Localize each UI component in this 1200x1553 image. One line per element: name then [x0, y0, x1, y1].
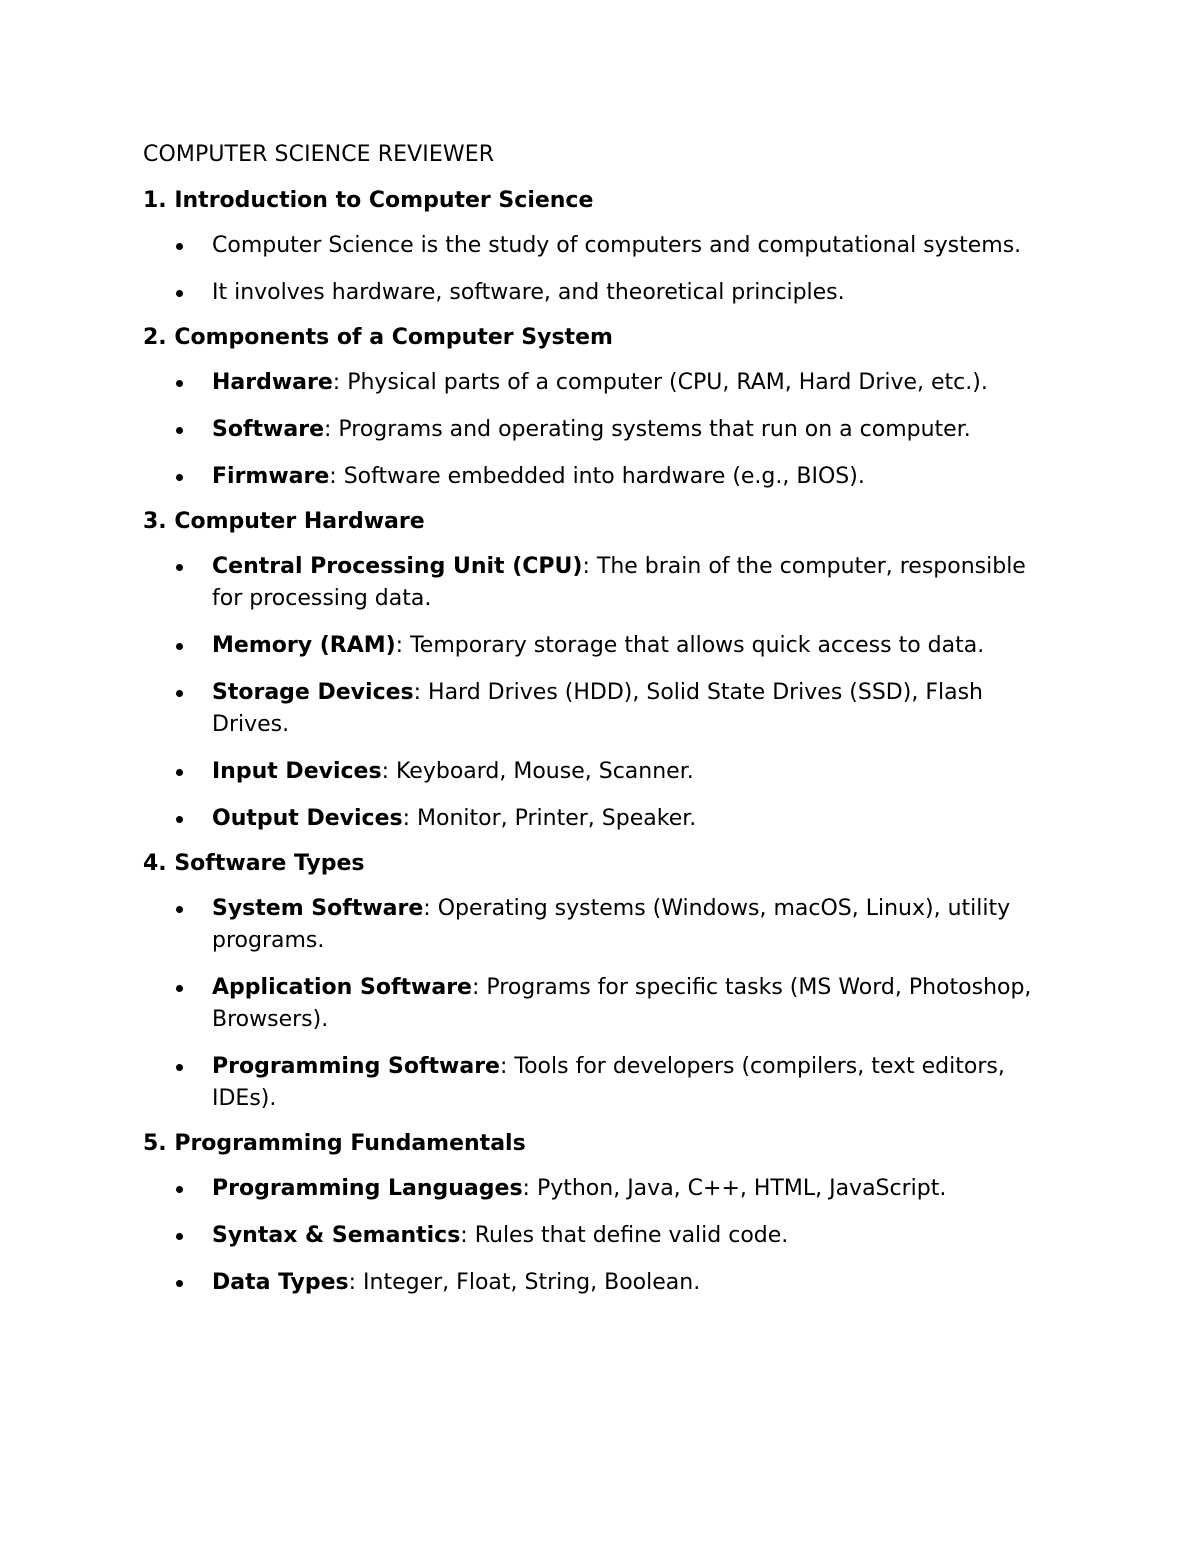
- item-term: Software: [212, 417, 324, 442]
- bullet-list: [143, 551, 1063, 835]
- item-term: Central Processing Unit (CPU): [212, 554, 583, 579]
- item-text: Computer Science is the study of computers and computational systems.: [212, 233, 1022, 258]
- bullet-icon: [176, 985, 183, 992]
- list-item: [143, 630, 1063, 662]
- list-item: [143, 277, 1063, 309]
- list-item: [143, 1051, 1063, 1115]
- item-separator: :: [582, 554, 597, 579]
- list-item: [143, 367, 1063, 399]
- list-item: [143, 1173, 1063, 1205]
- item-text: Software embedded into hardware (e.g., BIOS).: [343, 464, 865, 489]
- item-term: Storage Devices: [212, 680, 414, 705]
- item-text: Operating systems (Windows, macOS, Linux), utility programs.: [212, 896, 1011, 953]
- item-term: Syntax & Semantics: [212, 1223, 461, 1248]
- bullet-icon: [176, 816, 183, 823]
- document-page: [143, 139, 1063, 1312]
- bullet-icon: [176, 769, 183, 776]
- item-text: Hard Drives (HDD), Solid State Drives (SSD), Flash Drives.: [212, 680, 983, 737]
- item-text: It involves hardware, software, and theoretical principles.: [212, 280, 845, 305]
- section-heading: 5. Programming Fundamentals: [143, 1131, 526, 1156]
- bullet-icon: [176, 427, 183, 434]
- item-text: The brain of the computer, responsible for processing data.: [212, 554, 1026, 611]
- item-separator: :: [332, 370, 348, 395]
- item-separator: :: [395, 633, 411, 658]
- item-term: Memory (RAM): [212, 633, 396, 658]
- item-separator: :: [423, 896, 438, 921]
- bullet-icon: [176, 690, 183, 697]
- section-software-types: [143, 848, 1063, 1115]
- item-text: Python, Java, C++, HTML, JavaScript.: [536, 1176, 947, 1201]
- list-item: [143, 461, 1063, 493]
- item-text: Keyboard, Mouse, Scanner.: [395, 759, 694, 784]
- item-text: Temporary storage that allows quick access to data.: [410, 633, 985, 658]
- item-separator: :: [499, 1054, 515, 1079]
- item-separator: :: [402, 806, 417, 831]
- item-term: Firmware: [212, 464, 330, 489]
- bullet-icon: [176, 643, 183, 650]
- list-item: [143, 1267, 1063, 1299]
- bullet-icon: [176, 243, 183, 250]
- list-item: [143, 756, 1063, 788]
- bullet-icon: [176, 1186, 183, 1193]
- list-item: [143, 551, 1063, 615]
- item-term: Programming Software: [212, 1054, 500, 1079]
- section-heading: 4. Software Types: [143, 851, 365, 876]
- section-heading: 2. Components of a Computer System: [143, 325, 613, 350]
- bullet-list: [143, 230, 1063, 309]
- item-separator: :: [348, 1270, 364, 1295]
- section-heading: 1. Introduction to Computer Science: [143, 188, 594, 213]
- bullet-icon: [176, 564, 183, 571]
- item-separator: :: [471, 975, 487, 1000]
- item-term: Data Types: [212, 1270, 349, 1295]
- item-separator: :: [522, 1176, 537, 1201]
- section-components: [143, 322, 1063, 493]
- section-programming-fundamentals: [143, 1128, 1063, 1299]
- bullet-icon: [176, 1280, 183, 1287]
- bullet-list: [143, 1173, 1063, 1299]
- bullet-icon: [176, 1233, 183, 1240]
- document-title: COMPUTER SCIENCE REVIEWER: [143, 142, 495, 167]
- bullet-list: [143, 893, 1063, 1115]
- list-item: [143, 972, 1063, 1036]
- bullet-icon: [176, 290, 183, 297]
- section-hardware: [143, 506, 1063, 835]
- item-text: Monitor, Printer, Speaker.: [417, 806, 697, 831]
- list-item: [143, 230, 1063, 262]
- item-separator: :: [324, 417, 339, 442]
- item-term: Input Devices: [212, 759, 382, 784]
- item-text: Physical parts of a computer (CPU, RAM, Hard Drive, etc.).: [347, 370, 988, 395]
- section-introduction: [143, 185, 1063, 309]
- item-separator: :: [460, 1223, 475, 1248]
- item-text: Programs and operating systems that run on a computer.: [338, 417, 971, 442]
- item-term: System Software: [212, 896, 424, 921]
- section-heading: 3. Computer Hardware: [143, 509, 425, 534]
- bullet-icon: [176, 906, 183, 913]
- item-term: Output Devices: [212, 806, 403, 831]
- item-text: Tools for developers (compilers, text editors, IDEs).: [212, 1054, 1005, 1111]
- item-term: Hardware: [212, 370, 333, 395]
- item-separator: :: [413, 680, 429, 705]
- list-item: [143, 677, 1063, 741]
- list-item: [143, 1220, 1063, 1252]
- item-separator: :: [381, 759, 396, 784]
- item-text: Integer, Float, String, Boolean.: [363, 1270, 701, 1295]
- item-text: Rules that define valid code.: [474, 1223, 789, 1248]
- item-text: Programs for specific tasks (MS Word, Photoshop, Browsers).: [212, 975, 1032, 1032]
- bullet-icon: [176, 474, 183, 481]
- item-separator: :: [329, 464, 344, 489]
- bullet-icon: [176, 1064, 183, 1071]
- list-item: [143, 414, 1063, 446]
- bullet-icon: [176, 380, 183, 387]
- item-term: Application Software: [212, 975, 472, 1000]
- bullet-list: [143, 367, 1063, 493]
- item-term: Programming Languages: [212, 1176, 523, 1201]
- list-item: [143, 803, 1063, 835]
- list-item: [143, 893, 1063, 957]
